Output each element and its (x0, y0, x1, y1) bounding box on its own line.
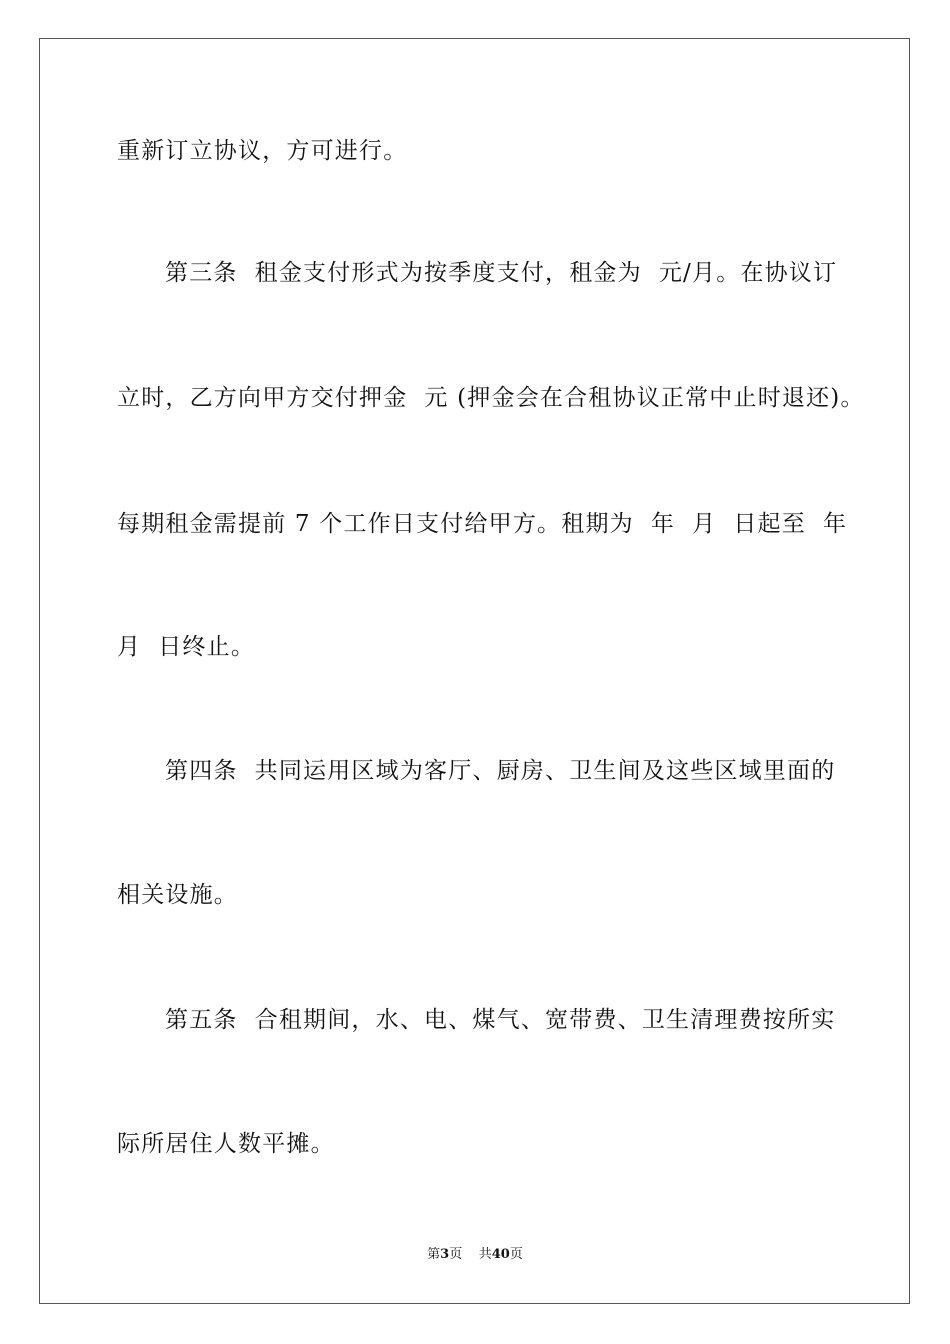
clause-4-line-1: 第四条 共同运用区域为客厅、厨房、卫生间及这些区域里面的 (165, 758, 836, 784)
text-line-1: 重新订立协议，方可进行。 (117, 138, 408, 164)
clause-3-line-1: 第三条 租金支付形式为按季度支付，租金为 元/月。在协议订 (165, 260, 838, 286)
total-prefix: 共 (478, 1247, 492, 1262)
page-total: 40 (491, 1247, 510, 1262)
page-suffix: 页 (449, 1247, 463, 1262)
total-suffix: 页 (509, 1247, 523, 1262)
clause-3-line-3: 每期租金需提前 7 个工作日支付给甲方。租期为 年 月 日起至 年 (117, 511, 848, 537)
clause-3-line-4: 月 日终止。 (117, 634, 256, 660)
page-footer (0, 1246, 950, 1264)
page-current: 3 (440, 1247, 450, 1262)
page-border (39, 38, 910, 1304)
clause-4-line-2: 相关设施。 (117, 882, 238, 908)
clause-5-line-1: 第五条 合租期间，水、电、煤气、宽带费、卫生清理费按所实 (165, 1007, 836, 1033)
page-prefix: 第 (427, 1247, 441, 1262)
clause-3-line-2: 立时，乙方向甲方交付押金 元 (押金会在合租协议正常中止时退还)。 (117, 385, 865, 411)
clause-5-line-2: 际所居住人数平摊。 (117, 1131, 335, 1157)
